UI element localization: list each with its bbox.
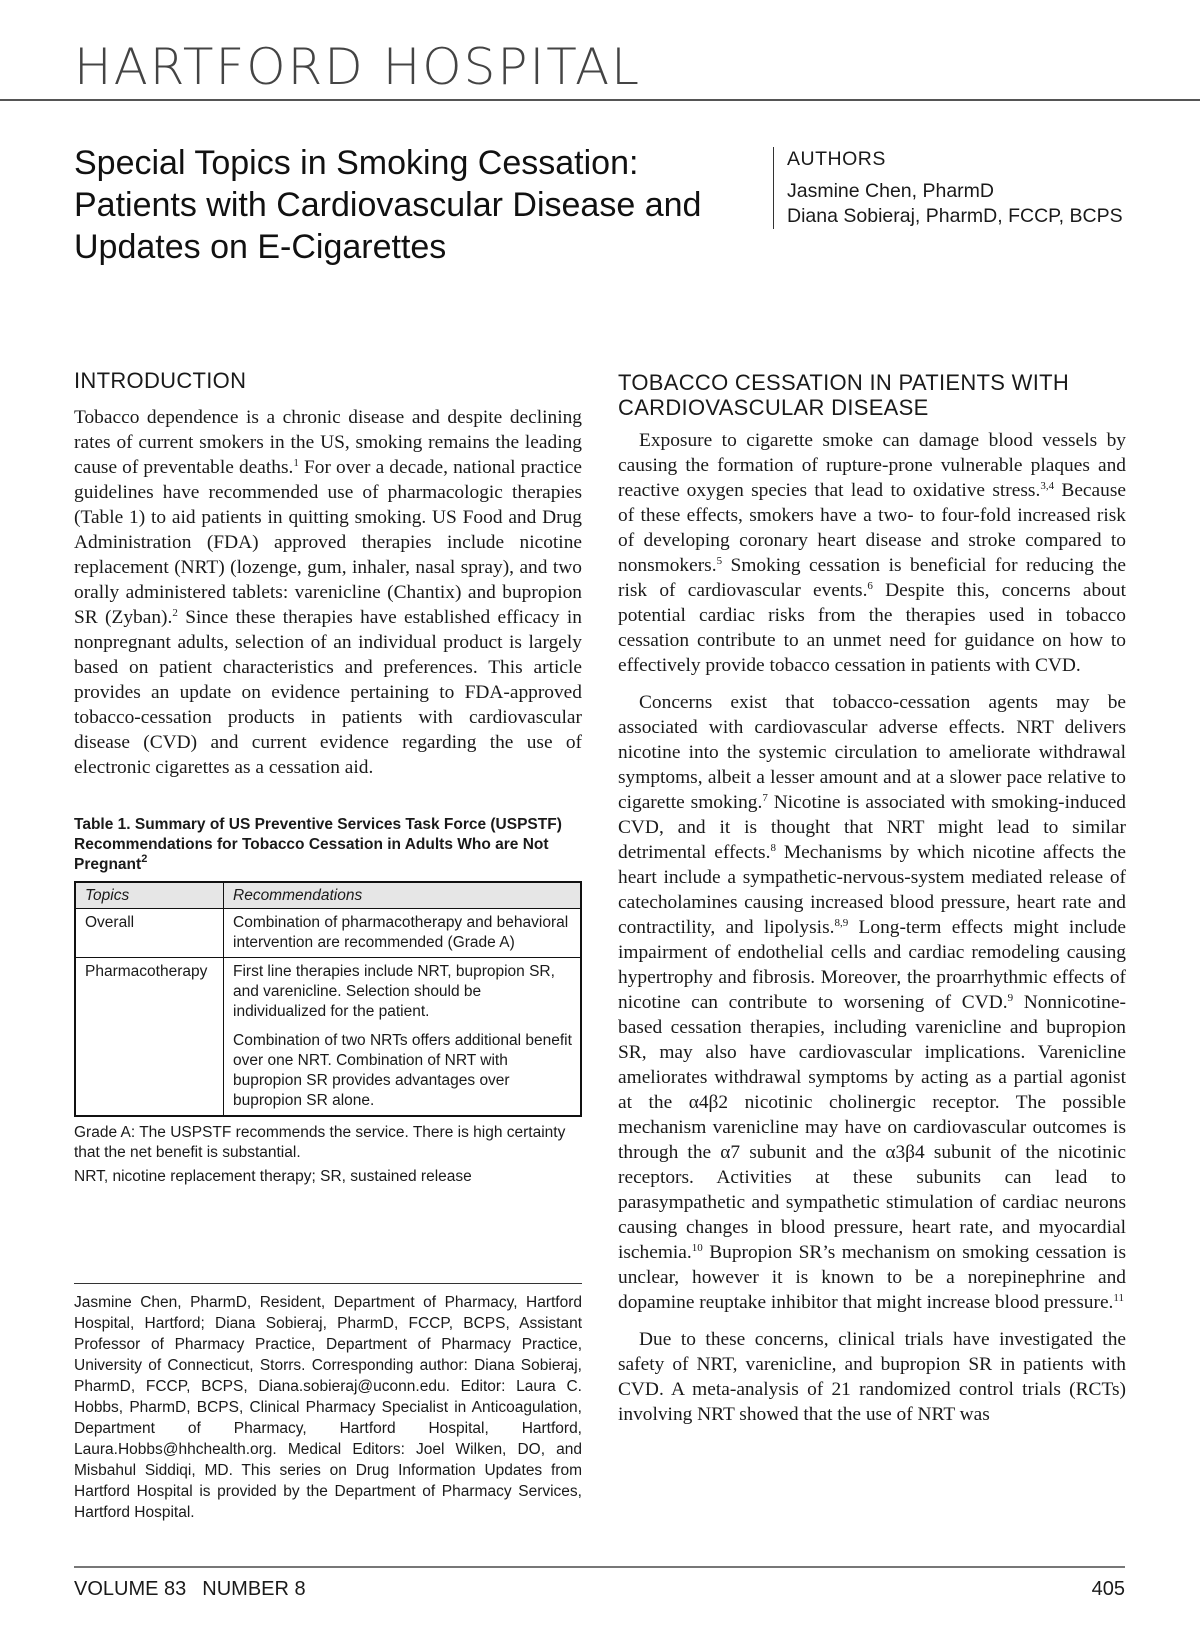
authors-heading: AUTHORS [787, 148, 886, 170]
authors-block [773, 147, 1123, 229]
recommendation-text: First line therapies include NRT, bupropion SR, and varenicline. Selection should be individualized for the patient. [233, 963, 555, 1020]
table-note-grade: Grade A: The USPSTF recommends the service. There is high certainty that the net benefit is substantial. [74, 1124, 566, 1161]
citation-ref[interactable]: 3,4 [1040, 480, 1055, 492]
author-affiliations: Jasmine Chen, PharmD, Resident, Department of Pharmacy, Hartford Hospital, Hartford; Diana Sobieraj, PharmD, FCCP, BCPS, Assistant Professor of Pharmacy Practice, Department of Pharmacy Practice, University of Connecticut, Storrs. Corresponding author: Diana Sobieraj, PharmD, FCCP, BCPS, Diana.sobieraj@uconn.edu. Editor: Laura C. Hobbs, PharmD, BCPS, Clinical Pharmacy Specialist in Anticoagulation, Department of Pharmacy, Hartford Hospital, Hartford, Laura.Hobbs@hhchealth.org. Medical Editors: Joel Wilken, DO, and Misbahul Siddiqi, MD. This series on Drug Information Updates from Hartford Hospital is provided by the Department of Pharmacy Services, Hartford Hospital. [74, 1283, 582, 1523]
citation-ref[interactable]: 2 [172, 607, 178, 619]
citation-ref[interactable]: 5 [716, 555, 723, 567]
table-note-abbreviations: NRT, nicotine replacement therapy; SR, sustained release [74, 1168, 472, 1185]
citation-ref[interactable]: 11 [1113, 1292, 1124, 1304]
right-column [618, 370, 1126, 1439]
introduction-heading: INTRODUCTION [74, 368, 247, 393]
table-caption: Table 1. Summary of US Preventive Services Task Force (USPSTF) Recommendations for Tobacco Cessation in Adults Who are Not Pregnant$^2$ [74, 816, 562, 873]
recommendation-text: Combination of two NRTs offers additional benefit over one NRT. Combination of NRT with bupropion SR provides advantages over bupropion SR alone. [233, 1032, 572, 1109]
journal-masthead: HARTFORD HOSPITAL [74, 38, 642, 96]
citation-ref[interactable]: 8,9 [834, 917, 849, 929]
introduction-paragraph: Tobacco dependence is a chronic disease and despite declining rates of current smokers in the US, smoking remains the leading cause of preventable deaths.$^1$ For over a decade, national practice guidelines have recommended use of pharmacologic therapies (Table 1) to aid patients in quitting smoking. US Food and Drug Administration (FDA) approved therapies include nicotine replacement (NRT) (lozenge, gum, inhaler, nasal spray), and two orally administered tablets: varenicline (Chantix) and bupropion SR (Zyban).$^2$ Since these therapies have established efficacy in nonpregnant adults, selection of an individual product is largely based on patient characteristics and preferences. This article provides an update on evidence pertaining to FDA-approved tobacco-cessation products in patients with cardiovascular disease (CVD) and current evidence regarding the use of electronic cigarettes as a cessation aid. [74, 407, 582, 778]
table-header-topics: Topics [75, 882, 224, 909]
heading-line: CARDIOVASCULAR DISEASE [618, 395, 929, 420]
citation-ref[interactable]: 10 [691, 1242, 703, 1254]
masthead-divider [0, 99, 1200, 101]
footer-volume: VOLUME 83 [74, 1578, 187, 1600]
citation-ref[interactable]: 1 [293, 457, 299, 469]
author-name: Diana Sobieraj, PharmD, FCCP, BCPS [787, 205, 1123, 227]
page-number: 405 [1091, 1578, 1125, 1600]
table-cell-topic: Pharmacotherapy [75, 958, 224, 1117]
title-line: Special Topics in Smoking Cessation: [74, 144, 639, 182]
citation-ref[interactable]: 7 [762, 792, 768, 804]
heading-line: TOBACCO CESSATION IN PATIENTS WITH [618, 370, 1070, 395]
body-paragraph: Exposure to cigarette smoke can damage blood vessels by causing the formation of rupture-prone vulnerable plaques and reactive oxygen species that lead to oxidative stress.$^{3,4}$ Because of these effects, smokers have a two- to four-fold increased risk of developing coronary heart disease and stroke compared to nonsmokers.$^5$ Smoking cessation is beneficial for reducing the risk of cardiovascular events.$^6$ Despite this, concerns about potential cardiac risks from the therapies used in tobacco cessation contribute to an unmet need for guidance on how to effectively provide tobacco cessation in patients with CVD. [618, 430, 1126, 676]
table-cell-recommendation: Combination of pharmacotherapy and behavioral intervention are recommended (Grade A) [224, 909, 582, 958]
table-header-recommendations: Recommendations [224, 882, 582, 909]
citation-ref[interactable]: 9 [1007, 992, 1014, 1004]
table-row [75, 958, 581, 1117]
table-header-row [75, 882, 581, 909]
cvd-section-heading [618, 370, 1126, 420]
left-column [74, 368, 582, 1187]
body-paragraph: Concerns exist that tobacco-cessation agents may be associated with cardiovascular adverse effects. NRT delivers nicotine into the systemic circulation to ameliorate withdrawal symptoms, albeit a lesser amount and at a slower pace relative to cigarette smoking.$^7$ Nicotine is associated with smoking-induced CVD, and it is thought that NRT might lead to similar detrimental effects.$^8$ Mechanisms by which nicotine affects the heart include a sympathetic-nervous-system mediated release of catecholamines causing increased blood pressure, heart rate and contractility, and lipolysis.$^{8,9}$ Long-term effects might include impairment of endothelial cells and cardiac remodeling causing hypertrophy and fibrosis. Moreover, the proarrhythmic effects of nicotine can contribute to worsening of CVD.$^9$ Nonnicotine-based cessation therapies, including varenicline and bupropion SR, may also have cardiovascular implications. Varenicline ameliorates withdrawal symptoms by acting as a partial agonist at the α4β2 nicotinic cholinergic receptor. The possible mechanism varenicline may have on cardiovascular outcomes is through the α7 subunit and the α3β4 subunit of the nicotinic receptors. Activities at these subunits can lead to parasympathetic and sympathetic stimulation of cardiac neurons causing changes in blood pressure, heart rate, and myocardial ischemia.$^{10}$ Bupropion SR’s mechanism on smoking cessation is unclear, however it is known to be a norepinephrine and dopamine reuptake inhibitor that might increase blood pressure.$^{11}$ [618, 692, 1127, 1313]
citation-ref[interactable]: 6 [867, 580, 873, 592]
author-name: Jasmine Chen, PharmD [787, 180, 994, 202]
footer-divider [74, 1566, 1125, 1568]
table-cell-topic: Overall [75, 909, 224, 958]
citation-ref[interactable]: 2 [141, 853, 148, 865]
article-title [74, 142, 734, 268]
citation-ref[interactable]: 8 [770, 842, 776, 854]
title-line: Updates on E-Cigarettes [74, 228, 447, 266]
footer-issue-info [74, 1578, 306, 1601]
table-row [75, 909, 581, 958]
title-line: Patients with Cardiovascular Disease and [74, 186, 702, 224]
body-paragraph: Due to these concerns, clinical trials have investigated the safety of NRT, varenicline, and bupropion SR in patients with CVD. A meta-analysis of 21 randomized control trials (RCTs) involving NRT showed that the use of NRT was [618, 1329, 1126, 1425]
table-cell-recommendation [224, 958, 582, 1117]
footer-number: NUMBER 8 [202, 1578, 306, 1600]
recommendations-table [74, 881, 582, 1117]
